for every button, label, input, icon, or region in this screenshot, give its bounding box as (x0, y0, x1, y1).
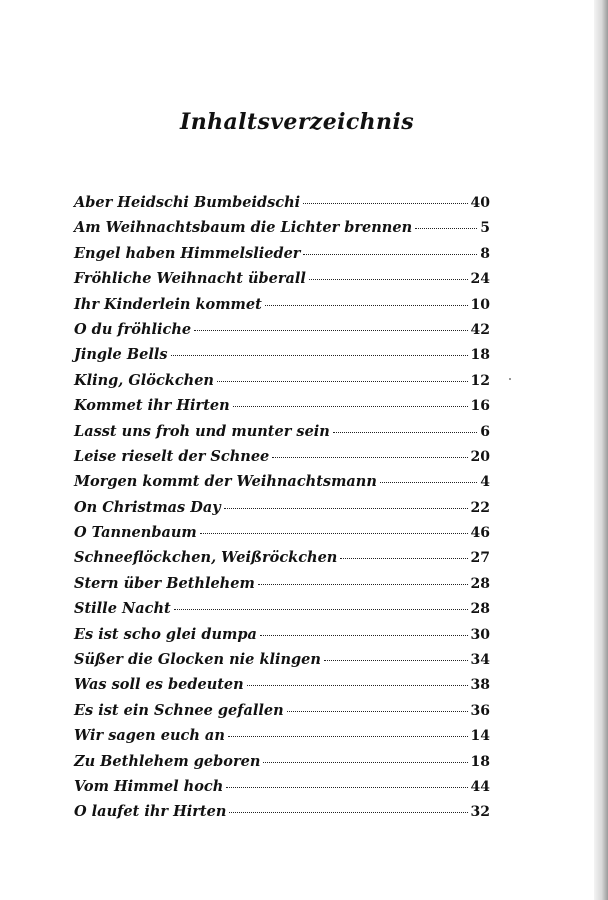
toc-entry (74, 575, 490, 600)
toc-entry-title: Es ist scho glei dumpa (74, 625, 257, 643)
toc-entry-page-number: 14 (470, 728, 490, 745)
toc-entry (74, 727, 490, 752)
toc-dot-leader (287, 711, 468, 712)
toc-dot-leader (309, 279, 468, 280)
toc-dot-leader (226, 787, 467, 788)
toc-entry-title: O laufet ihr Hirten (74, 803, 227, 821)
toc-entry-title: O Tannenbaum (74, 524, 197, 542)
toc-entry-page-number: 46 (470, 525, 490, 542)
toc-entry (74, 448, 490, 473)
toc-entry (74, 296, 490, 321)
toc-dot-leader (340, 558, 467, 559)
toc-entry-page-number: 32 (470, 804, 490, 821)
toc-entry-title: O du fröhliche (74, 320, 192, 338)
toc-entry-page-number: 30 (470, 626, 490, 643)
toc-entry-title: Am Weihnachtsbaum die Lichter brennen (74, 219, 413, 237)
toc-entry-page-number: 44 (470, 778, 490, 795)
toc-entry-title: Schneeflöckchen, Weißröckchen (74, 549, 338, 567)
toc-entry-title: Es ist ein Schnee gefallen (74, 701, 284, 719)
toc-entry (74, 524, 490, 549)
toc-entry-title: On Christmas Day (74, 498, 221, 516)
toc-entry (74, 270, 490, 295)
toc-entry-page-number: 24 (470, 271, 490, 288)
toc-entry (74, 219, 490, 244)
toc-entry (74, 473, 490, 498)
toc-entry (74, 194, 490, 219)
toc-entry (74, 600, 490, 625)
toc-dot-leader (303, 203, 467, 204)
toc-entry-page-number: 18 (470, 753, 490, 770)
toc-entry (74, 651, 490, 676)
toc-entry-page-number: 5 (480, 220, 490, 237)
toc-entry-page-number: 40 (470, 195, 490, 211)
toc-entry (74, 346, 490, 371)
toc-dot-leader (229, 812, 467, 813)
toc-dot-leader (233, 406, 468, 407)
toc-dot-leader (171, 355, 468, 356)
toc-dot-leader (200, 533, 468, 534)
toc-dot-leader (333, 432, 477, 433)
toc-entry-page-number: 28 (470, 575, 490, 592)
toc-entry-page-number: 4 (480, 474, 490, 491)
toc-dot-leader (228, 736, 468, 737)
table-of-contents (74, 194, 490, 829)
toc-entry-page-number: 36 (470, 702, 490, 719)
toc-entry (74, 753, 490, 778)
toc-entry-title: Leise rieselt der Schnee (74, 447, 270, 465)
toc-dot-leader (194, 330, 467, 331)
toc-entry (74, 626, 490, 651)
toc-entry (74, 676, 490, 701)
toc-entry (74, 245, 490, 270)
toc-entry-page-number: 8 (480, 245, 490, 262)
toc-entry-page-number: 27 (470, 550, 490, 567)
toc-entry (74, 549, 490, 574)
toc-entry (74, 778, 490, 803)
toc-entry (74, 321, 490, 346)
toc-dot-leader (303, 254, 477, 255)
toc-dot-leader (265, 305, 468, 306)
toc-entry-page-number: 16 (470, 398, 490, 415)
toc-entry-title: Engel haben Himmelslieder (74, 244, 301, 262)
toc-entry-page-number: 38 (470, 677, 490, 694)
toc-entry-title: Zu Bethlehem geboren (74, 752, 261, 770)
toc-dot-leader (258, 584, 468, 585)
toc-entry-page-number: 28 (470, 601, 490, 618)
scan-speck (509, 378, 511, 380)
toc-entry-title: Kling, Glöckchen (74, 371, 214, 389)
toc-entry-title: Jingle Bells (74, 346, 168, 364)
toc-entry (74, 803, 490, 828)
toc-entry-title: Vom Himmel hoch (74, 777, 224, 795)
toc-entry-title: Aber Heidschi Bumbeidschi (74, 194, 301, 211)
toc-entry (74, 397, 490, 422)
toc-dot-leader (272, 457, 467, 458)
toc-entry (74, 372, 490, 397)
toc-entry-page-number: 34 (470, 652, 490, 669)
toc-entry-title: Fröhliche Weihnacht überall (74, 270, 306, 288)
toc-dot-leader (260, 635, 468, 636)
toc-entry (74, 423, 490, 448)
toc-entry-title: Stille Nacht (74, 600, 171, 618)
toc-dot-leader (247, 685, 468, 686)
toc-entry (74, 499, 490, 524)
toc-entry-page-number: 22 (470, 499, 490, 516)
toc-dot-leader (415, 228, 477, 229)
toc-dot-leader (174, 609, 468, 610)
toc-entry-page-number: 20 (470, 448, 490, 465)
toc-dot-leader (263, 762, 467, 763)
toc-entry-page-number: 12 (470, 372, 490, 389)
toc-entry-title: Süßer die Glocken nie klingen (74, 651, 321, 669)
toc-dot-leader (324, 660, 468, 661)
toc-entry-title: Kommet ihr Hirten (74, 397, 230, 415)
toc-entry-title: Wir sagen euch an (74, 727, 225, 745)
scan-edge-shadow (594, 0, 608, 900)
toc-entry-page-number: 42 (470, 321, 490, 338)
toc-entry (74, 702, 490, 727)
toc-dot-leader (380, 482, 477, 483)
toc-entry-title: Lasst uns froh und munter sein (74, 422, 330, 440)
toc-dot-leader (217, 381, 468, 382)
page-title: Inhaltsverzeichnis (180, 108, 414, 135)
toc-entry-title: Was soll es bedeuten (74, 676, 244, 694)
toc-entry-title: Stern über Bethlehem (74, 574, 255, 592)
toc-entry-title: Morgen kommt der Weihnachtsmann (74, 473, 377, 491)
toc-entry-page-number: 18 (470, 347, 490, 364)
toc-dot-leader (224, 508, 468, 509)
toc-entry-page-number: 10 (470, 296, 490, 313)
toc-entry-page-number: 6 (480, 423, 490, 440)
toc-entry-title: Ihr Kinderlein kommet (74, 295, 262, 313)
